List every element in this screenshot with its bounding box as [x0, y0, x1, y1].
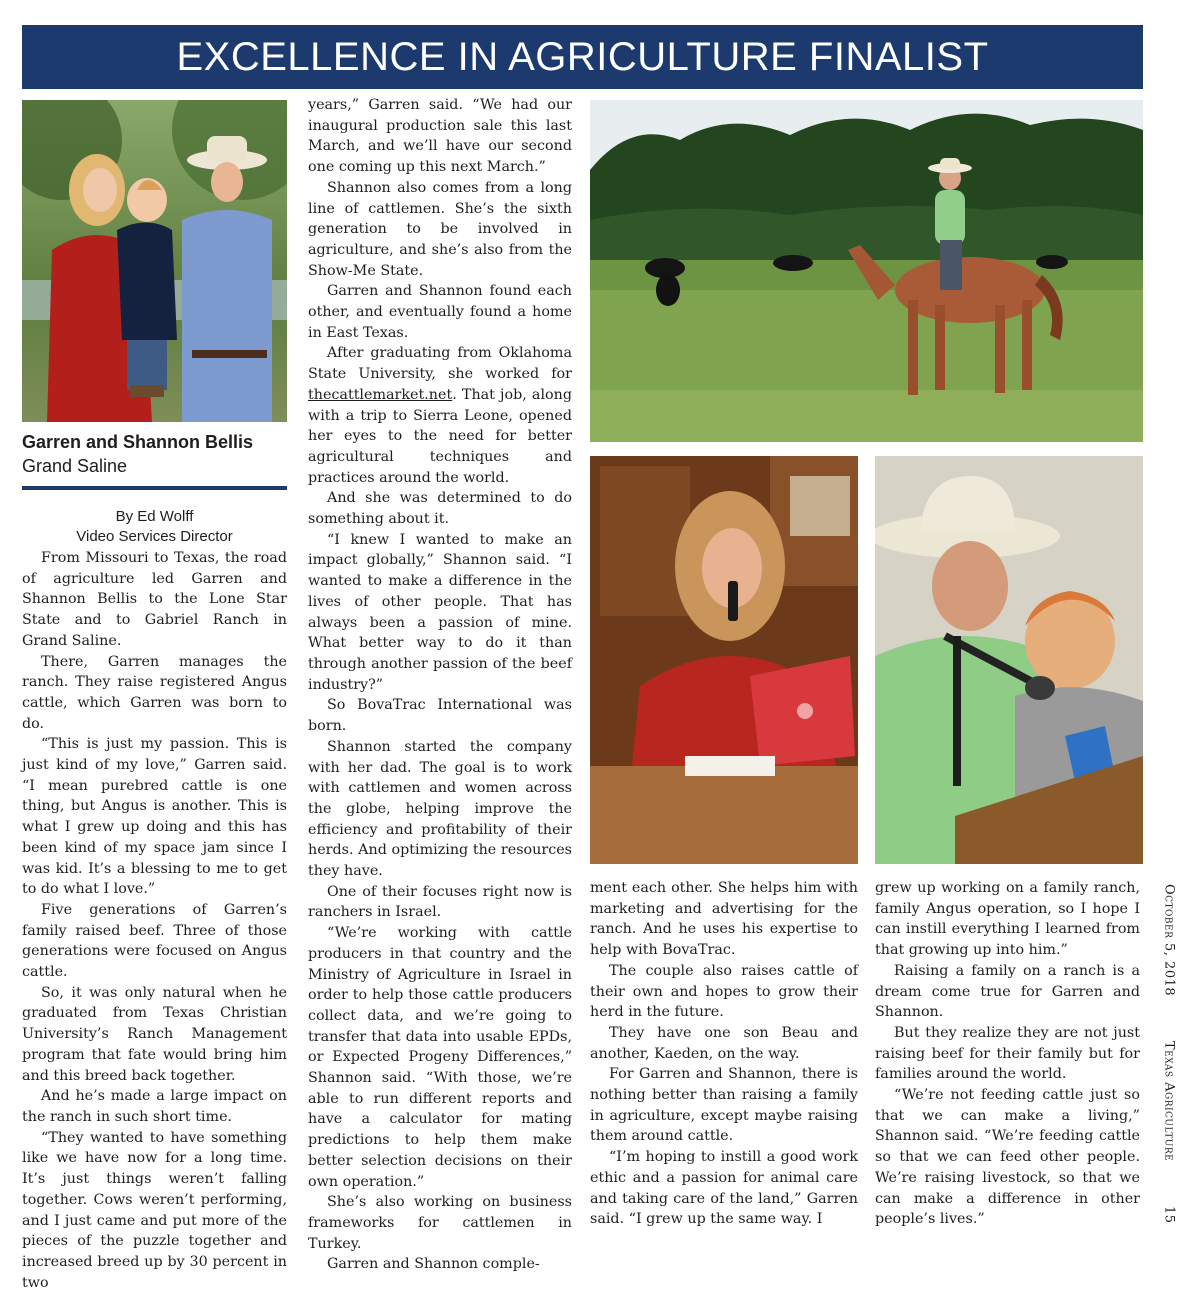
paragraph: Five generations of Garren’s family raised beef. Three of those generations were focused on Angus cattle. [22, 901, 287, 981]
paragraph: So BovaTrac International was born. [308, 697, 572, 735]
paragraph: For Garren and Shannon, there is nothing better than raising a family in agriculture, except maybe raising them around cattle. [590, 1066, 858, 1145]
paragraph: Raising a family on a ranch is a dream come true for Garren and Shannon. [875, 962, 1140, 1021]
photo-caption-names: Garren and Shannon Bellis [22, 432, 254, 452]
paragraph: And he’s made a large impact on the ranch in such short time. [22, 1088, 287, 1125]
byline-role: Video Services Director [76, 528, 233, 545]
page-sidebar [1159, 884, 1179, 1224]
paragraph: There, Garren manages the ranch. They raise registered Angus cattle, which Garren was born to do. [22, 653, 287, 732]
paragraph: grew up working on a family ranch, family Angus operation, so I hope I can instill everything I learned from that growing up into him.” [875, 880, 1140, 959]
family-photo [22, 100, 287, 422]
issue-date: October 5, 2018 [1161, 884, 1177, 997]
banner-title: EXCELLENCE IN AGRICULTURE FINALIST [176, 34, 989, 79]
paragraph: One of their focuses right now is ranchers in Israel. [308, 883, 572, 921]
caption-divider [22, 486, 287, 490]
page-number: 15 [1161, 1206, 1177, 1224]
paragraph: From Missouri to Texas, the road of agriculture led Garren and Shannon Bellis to the Lone Star State and to Gabriel Ranch in Grand Saline. [22, 550, 287, 649]
paragraph: “This is just my passion. This is just kind of my love,” Garren said. “I mean purebred cattle is one thing, but Angus is another. This is what I grew up doing and this has been kind of my space jam since I was kid. It’s a blessing to me to get to do what I love.” [22, 736, 287, 898]
paragraph: Garren and Shannon comple- [327, 1256, 540, 1273]
auction-microphone-photo [875, 456, 1143, 864]
byline [22, 507, 287, 547]
paragraph [308, 343, 572, 488]
photo-caption-place: Grand Saline [22, 456, 128, 476]
paragraph: “I’m hoping to instill a good work ethic and a passion for animal care and taking care of the land,” Garren said. “I grew up the same way. I [590, 1149, 858, 1228]
horseback-pasture-photo [590, 100, 1143, 442]
article-column-2 [308, 95, 572, 1275]
paragraph: She’s also working on business frameworks for cattlemen in Turkey. [308, 1194, 572, 1252]
website-link[interactable]: thecattlemarket.net [308, 386, 453, 403]
paragraph: “They wanted to have something like we have now for a long time. It’s just things weren’t falling together. Cows weren’t performing, and I just came and put more of the pieces of the puzzle together and increased breed up by 30 percent in two [22, 1129, 287, 1291]
paragraph: “I knew I wanted to make an impact globally,” Shannon said. “I wanted to make a difference in the lives of other people. That has always been a passion of mine. What better way to do it than through another passion of the beef industry?” [308, 531, 572, 693]
article-column-3 [590, 878, 858, 1230]
paragraph: They have one son Beau and another, Kaeden, on the way. [590, 1024, 858, 1062]
article-column-4 [875, 878, 1140, 1230]
byline-author: By Ed Wolff [115, 508, 194, 525]
paragraph: ment each other. She helps him with marketing and advertising for the ranch. And he uses his expertise to help with BovaTrac. [590, 880, 858, 959]
paragraph: Shannon also comes from a long line of cattlemen. She’s the sixth generation to be involved in agriculture, and she’s also from the Show-Me State. [308, 179, 572, 279]
paragraph: And she was determined to do something about it. [308, 490, 572, 528]
paragraph: Garren and Shannon found each other, and eventually found a home in East Texas. [308, 283, 572, 341]
article-column-1 [22, 548, 287, 1293]
paragraph: So, it was only natural when he graduated from Texas Christian University’s Ranch Management program that fate would bring him and this breed back together. [22, 984, 287, 1084]
paragraph-text: After graduating from Oklahoma State University, she worked for [308, 345, 572, 383]
paragraph: Shannon started the company with her dad. The goal is to work with cattlemen and women across the globe, helping improve the efficiency and profitability of their herds. And optimizing the resources they have. [308, 738, 572, 880]
office-phone-photo [590, 456, 858, 864]
paragraph: But they realize they are not just raising beef for their family but for families around the world. [875, 1024, 1140, 1083]
paragraph: “We’re not feeding cattle just so that we can make a living,” Shannon said. “We’re feeding cattle so that we can feed other people. We’re raising livestock, so that we can make a difference in other people’s lives.” [875, 1087, 1140, 1228]
publication-name: Texas Agriculture [1161, 1041, 1177, 1162]
paragraph: years,” Garren said. “We had our inaugural production sale this last March, and we’ll have our second one coming up this next March.” [308, 97, 572, 176]
paragraph: The couple also raises cattle of their own and hopes to grow their herd in the future. [590, 962, 858, 1021]
paragraph-text: . That job, along with a trip to Sierra Leone, opened her eyes to the need for better agricultural techniques and practices around the world. [308, 386, 572, 486]
section-banner [22, 25, 1143, 89]
paragraph: “We’re working with cattle producers in that country and the Ministry of Agriculture in Israel in order to help those cattle producers collect data, and we’re going to transfer that data into usable EPDs, or Expected Progeny Differences,” Shannon said. “With those, we’re able to run different reports and have a calculator for mating predictions to help them make better selection decisions on their own operation.” [308, 925, 572, 1190]
